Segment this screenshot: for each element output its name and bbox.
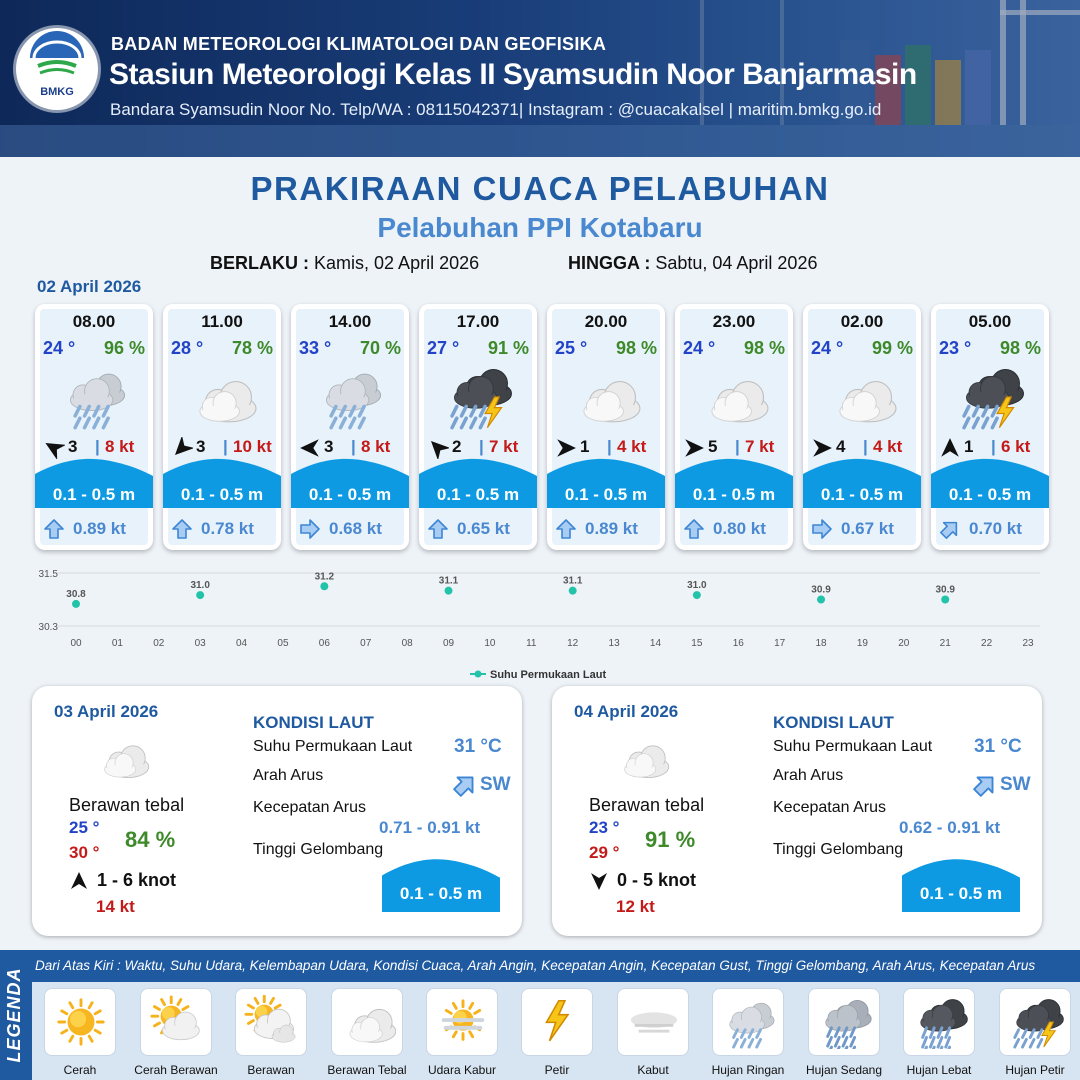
agency-name: BADAN METEOROLOGI KLIMATOLOGI DAN GEOFISIKA xyxy=(111,34,607,54)
card-time: 08.00 xyxy=(72,312,116,331)
card-gust: 4 kt xyxy=(873,437,903,456)
current-direction-value: SW xyxy=(480,774,511,795)
berawan-tebal-icon xyxy=(340,995,396,1049)
legend-side-bar xyxy=(0,950,32,1080)
card-current-speed: 0.78 kt xyxy=(201,519,254,538)
bmkg-logo-text: BMKG xyxy=(40,86,74,98)
x-tick-label: 11 xyxy=(526,638,537,649)
card-wave-height: 0.1 - 0.5 m xyxy=(308,485,392,504)
card-temperature: 23 ° xyxy=(939,338,972,358)
card-wind-speed: 5 xyxy=(708,437,718,456)
kabut-icon xyxy=(626,995,682,1049)
x-tick-label: 01 xyxy=(111,638,123,649)
card-wind-speed: 3 xyxy=(196,437,206,456)
card-temperature: 33 ° xyxy=(299,338,332,358)
card-temperature: 24 ° xyxy=(683,338,716,358)
card-wind-speed: 4 xyxy=(836,437,846,456)
sst-label: Suhu Permukaan Laut xyxy=(253,738,413,755)
day-date: 04 April 2026 xyxy=(574,702,679,721)
x-tick-label: 14 xyxy=(649,638,662,649)
data-point xyxy=(569,587,577,595)
x-tick-label: 00 xyxy=(70,638,82,649)
page-title: PRAKIRAAN CUACA PELABUHAN xyxy=(250,170,830,207)
card-humidity: 98 % xyxy=(743,338,785,358)
legend-item-label: Berawan xyxy=(247,1063,295,1077)
berawan-tebal-icon xyxy=(699,364,769,430)
day-condition: Berawan tebal xyxy=(69,795,185,815)
card-temperature: 28 ° xyxy=(171,338,204,358)
legend-item-label: Hujan Sedang xyxy=(805,1063,883,1077)
card-current-speed: 0.89 kt xyxy=(585,519,638,538)
separator: | xyxy=(479,437,484,456)
current-speed-label: Kecepatan Arus xyxy=(773,799,886,816)
wave-value: 0.1 - 0.5 m xyxy=(919,884,1003,903)
legend-item xyxy=(999,988,1071,1056)
x-tick-label: 15 xyxy=(691,638,703,649)
separator: | xyxy=(991,437,996,456)
data-label: 31.0 xyxy=(190,580,210,592)
hujan-petir-icon xyxy=(443,364,513,430)
wave-value: 0.1 - 0.5 m xyxy=(399,884,483,903)
x-tick-label: 18 xyxy=(815,638,827,649)
data-label: 30.8 xyxy=(66,588,86,600)
current-direction-value: SW xyxy=(1000,774,1031,795)
day-temp-min: 23 ° xyxy=(589,818,620,837)
card-humidity: 98 % xyxy=(615,338,657,358)
hourly-card xyxy=(163,304,281,550)
card-humidity: 96 % xyxy=(103,338,145,358)
card-gust: 4 kt xyxy=(617,437,647,456)
legend xyxy=(0,950,1080,1080)
card-gust: 8 kt xyxy=(105,437,135,456)
hourly-card xyxy=(547,304,665,550)
legend-description: Dari Atas Kiri : Waktu, Suhu Udara, Kelembapan Udara, Kondisi Cuaca, Arah Angin, Kecepatan Angin, Kecepatan Gust, Tinggi Gelombang, Arah Arus, Kecepatan Arus xyxy=(35,958,1036,973)
sst-value: 31 °C xyxy=(974,736,1022,757)
legend-item-label: Cerah xyxy=(63,1063,97,1077)
card-wind-speed: 1 xyxy=(580,437,590,456)
card-time: 02.00 xyxy=(840,312,884,331)
x-tick-label: 23 xyxy=(1022,638,1034,649)
data-point xyxy=(320,582,328,590)
legend-item-label: Hujan Lebat xyxy=(906,1063,972,1077)
card-gust: 8 kt xyxy=(361,437,391,456)
card-current-speed: 0.68 kt xyxy=(329,519,382,538)
card-wave-height: 0.1 - 0.5 m xyxy=(564,485,648,504)
legend-item xyxy=(617,988,689,1056)
petir-icon xyxy=(530,995,586,1049)
day-panel xyxy=(552,686,1042,936)
card-temperature: 27 ° xyxy=(427,338,460,358)
separator: | xyxy=(735,437,740,456)
wind-direction-icon xyxy=(589,871,609,891)
current-speed-label: Kecepatan Arus xyxy=(253,799,366,816)
x-tick-label: 02 xyxy=(153,638,165,649)
data-label: 31.0 xyxy=(687,580,707,592)
legend-description-bar xyxy=(32,950,1080,982)
card-humidity: 91 % xyxy=(487,338,529,358)
sea-condition-title: KONDISI LAUT xyxy=(253,713,374,732)
card-wind-speed: 1 xyxy=(964,437,974,456)
x-tick-label: 20 xyxy=(898,638,910,649)
card-current-speed: 0.70 kt xyxy=(969,519,1022,538)
x-tick-label: 19 xyxy=(856,638,868,649)
current-speed-value: 0.71 - 0.91 kt xyxy=(379,818,481,837)
day-temp-min: 25 ° xyxy=(69,818,100,837)
card-gust: 7 kt xyxy=(489,437,519,456)
x-tick-label: 17 xyxy=(774,638,786,649)
card-current-speed: 0.89 kt xyxy=(73,519,126,538)
data-point xyxy=(445,587,453,595)
udara-kabur-icon xyxy=(435,995,491,1049)
card-gust: 7 kt xyxy=(745,437,775,456)
card-humidity: 78 % xyxy=(231,338,273,358)
valid-from-label: BERLAKU : xyxy=(210,253,309,273)
x-tick-label: 16 xyxy=(732,638,744,649)
legend-item xyxy=(44,988,116,1056)
card-time: 14.00 xyxy=(328,312,372,331)
card-gust: 10 kt xyxy=(233,437,272,456)
sea-condition-title: KONDISI LAUT xyxy=(773,713,894,732)
cerah-icon xyxy=(53,995,109,1049)
valid-to-label: HINGGA : xyxy=(568,253,651,273)
legend-item xyxy=(903,988,975,1056)
bmkg-logo xyxy=(16,28,98,110)
station-name: Stasiun Meteorologi Kelas II Syamsudin Noor Banjarmasin xyxy=(109,58,917,91)
card-wind-speed: 3 xyxy=(68,437,78,456)
sst-label: Suhu Permukaan Laut xyxy=(773,738,933,755)
legend-item xyxy=(140,988,212,1056)
day-humidity: 91 % xyxy=(645,827,696,852)
day-date: 03 April 2026 xyxy=(54,702,159,721)
berawan-tebal-icon xyxy=(827,364,897,430)
current-direction-label: Arah Arus xyxy=(773,767,844,784)
current-direction-icon xyxy=(939,518,961,540)
card-time: 20.00 xyxy=(584,312,628,331)
card-gust: 6 kt xyxy=(1001,437,1031,456)
hourly-card xyxy=(803,304,921,550)
data-label: 31.1 xyxy=(438,575,459,587)
legend-item xyxy=(331,988,403,1056)
hourly-card xyxy=(419,304,537,550)
sst-value: 31 °C xyxy=(454,736,502,757)
card-wave-height: 0.1 - 0.5 m xyxy=(52,485,136,504)
sst-chart xyxy=(0,560,1080,685)
valid-to xyxy=(568,253,817,274)
card-current-speed: 0.67 kt xyxy=(841,519,894,538)
hourly-card xyxy=(931,304,1049,550)
card-humidity: 70 % xyxy=(359,338,401,358)
bmkg-emblem-icon xyxy=(16,28,98,88)
data-label: 31.1 xyxy=(562,575,583,587)
separator: | xyxy=(607,437,612,456)
day-humidity: 84 % xyxy=(125,827,176,852)
x-tick-label: 05 xyxy=(277,638,289,649)
cerah-berawan-icon xyxy=(149,995,205,1049)
legend-item-label: Cerah Berawan xyxy=(134,1063,218,1077)
card-wave-height: 0.1 - 0.5 m xyxy=(948,485,1032,504)
x-tick-label: 06 xyxy=(318,638,330,649)
data-point xyxy=(941,596,949,604)
day-temp-max: 29 ° xyxy=(589,843,620,862)
x-tick-label: 07 xyxy=(360,638,372,649)
legend-label: Suhu Permukaan Laut xyxy=(490,669,607,681)
wave-label: Tinggi Gelombang xyxy=(773,841,904,858)
separator: | xyxy=(863,437,868,456)
card-wave-height: 0.1 - 0.5 m xyxy=(180,485,264,504)
contact-line: Bandara Syamsudin Noor No. Telp/WA : 08115042371| Instagram : @cuacakalsel | maritim.bmkg.go.id xyxy=(110,100,882,119)
legend-item-label: Berawan Tebal xyxy=(327,1063,407,1077)
x-tick-label: 08 xyxy=(401,638,413,649)
x-tick-label: 04 xyxy=(236,638,248,649)
hujan-ringan-icon xyxy=(721,995,777,1049)
current-direction-icon xyxy=(683,518,705,540)
wave-label: Tinggi Gelombang xyxy=(253,841,384,858)
x-tick-label: 13 xyxy=(608,638,620,649)
x-tick-label: 03 xyxy=(194,638,206,649)
port-name: Pelabuhan PPI Kotabaru xyxy=(377,212,703,243)
wind-direction-icon xyxy=(69,871,89,891)
y-tick-label: 31.5 xyxy=(38,569,58,580)
current-direction-icon xyxy=(972,772,998,798)
legend-item-label: Hujan Petir xyxy=(1005,1063,1065,1077)
card-time: 11.00 xyxy=(201,312,243,331)
card-current-speed: 0.65 kt xyxy=(457,519,510,538)
day-temp-max: 30 ° xyxy=(69,843,100,862)
legend-swatch xyxy=(475,671,482,678)
data-point xyxy=(693,591,701,599)
legend-item-label: Kabut xyxy=(637,1063,669,1077)
current-direction-icon xyxy=(452,772,478,798)
hujan-ringan-icon xyxy=(315,364,385,430)
header-banner xyxy=(0,0,1080,157)
data-point xyxy=(72,600,80,608)
berawan-icon xyxy=(244,995,300,1049)
hujan-petir-icon xyxy=(1008,995,1064,1049)
day-wind: 0 - 5 knot xyxy=(617,870,697,890)
current-speed-value: 0.62 - 0.91 kt xyxy=(899,818,1001,837)
current-direction-icon xyxy=(555,518,577,540)
card-wind-speed: 3 xyxy=(324,437,334,456)
card-humidity: 98 % xyxy=(999,338,1041,358)
card-temperature: 24 ° xyxy=(811,338,844,358)
hourly-card xyxy=(35,304,153,550)
separator: | xyxy=(223,437,228,456)
x-tick-label: 10 xyxy=(484,638,496,649)
berawan-tebal-icon xyxy=(608,732,676,784)
legend-item xyxy=(235,988,307,1056)
card-humidity: 99 % xyxy=(871,338,913,358)
legend-item-label: Udara Kabur xyxy=(427,1063,497,1077)
card-temperature: 25 ° xyxy=(555,338,588,358)
hourly-card xyxy=(291,304,409,550)
day-gust: 12 kt xyxy=(616,897,655,916)
x-tick-label: 09 xyxy=(442,638,455,649)
card-wave-height: 0.1 - 0.5 m xyxy=(692,485,776,504)
card-time: 17.00 xyxy=(456,312,500,331)
legend-item xyxy=(808,988,880,1056)
current-direction-label: Arah Arus xyxy=(253,767,324,784)
hujan-sedang-icon xyxy=(817,995,873,1049)
legend-item-label: Hujan Ringan xyxy=(711,1063,785,1077)
current-direction-icon xyxy=(299,518,321,540)
valid-from-value: Kamis, 02 April 2026 xyxy=(314,253,480,273)
berawan-tebal-icon xyxy=(571,364,641,430)
legend-item-label: Petir xyxy=(544,1063,570,1077)
day-gust: 14 kt xyxy=(96,897,135,916)
berawan-tebal-icon xyxy=(187,364,257,430)
y-tick-label: 30.3 xyxy=(38,622,58,633)
current-direction-icon xyxy=(171,518,193,540)
day-wind: 1 - 6 knot xyxy=(97,870,177,890)
hourly-card xyxy=(675,304,793,550)
card-time: 05.00 xyxy=(968,312,1012,331)
valid-from xyxy=(210,253,479,274)
current-direction-icon xyxy=(811,518,833,540)
data-label: 30.9 xyxy=(811,584,831,596)
x-tick-label: 12 xyxy=(567,638,579,649)
legend-item xyxy=(521,988,593,1056)
valid-to-value: Sabtu, 04 April 2026 xyxy=(655,253,818,273)
x-tick-label: 21 xyxy=(939,638,951,649)
separator: | xyxy=(351,437,356,456)
card-wave-height: 0.1 - 0.5 m xyxy=(820,485,904,504)
legend-title: LEGENDA xyxy=(4,967,24,1063)
separator: | xyxy=(95,437,100,456)
day-panel xyxy=(32,686,522,936)
x-tick-label: 22 xyxy=(981,638,993,649)
current-direction-icon xyxy=(427,518,449,540)
card-temperature: 24 ° xyxy=(43,338,76,358)
legend-item xyxy=(426,988,498,1056)
hujan-lebat-icon xyxy=(912,995,968,1049)
card-wave-height: 0.1 - 0.5 m xyxy=(436,485,520,504)
legend-item xyxy=(712,988,784,1056)
hujan-petir-icon xyxy=(955,364,1025,430)
berawan-tebal-icon xyxy=(88,732,156,784)
data-point xyxy=(817,596,825,604)
data-label: 31.2 xyxy=(314,571,335,583)
card-wind-speed: 2 xyxy=(452,437,462,456)
card-current-speed: 0.80 kt xyxy=(713,519,766,538)
day1-date: 02 April 2026 xyxy=(37,277,142,296)
day-condition: Berawan tebal xyxy=(589,795,705,815)
data-label: 30.9 xyxy=(935,584,955,596)
hujan-ringan-icon xyxy=(59,364,129,430)
current-direction-icon xyxy=(43,518,65,540)
card-time: 23.00 xyxy=(712,312,756,331)
data-point xyxy=(196,591,204,599)
